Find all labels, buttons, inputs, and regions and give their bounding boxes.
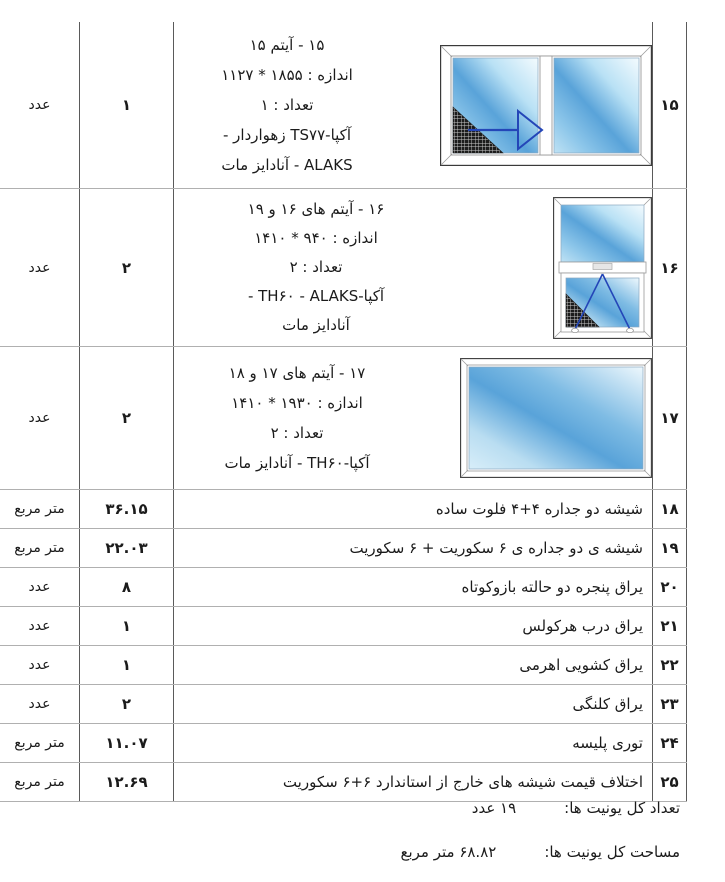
quantity-value: ۲۲.۰۳ [105, 539, 148, 557]
quantity-value: ۱۲.۶۹ [105, 773, 148, 791]
quantity-cell [79, 685, 173, 723]
fixed-window-icon [460, 358, 652, 478]
unit-label: عدد [28, 259, 51, 276]
item-size: اندازه : ۱۸۵۵ * ۱۱۲۷ [221, 66, 353, 84]
table-row-25 [0, 763, 687, 802]
summary-total-area [0, 843, 680, 869]
sliding-two-pane-window-icon [440, 45, 652, 166]
row-number: ۱۹ [660, 539, 679, 557]
item-count: تعداد : ۱ [260, 96, 314, 114]
row-number: ۱۷ [660, 409, 679, 427]
quantity-cell [79, 22, 173, 188]
row-number: ۱۵ [660, 96, 679, 114]
description-cell [173, 568, 652, 606]
item-count: تعداد : ۲ [270, 424, 324, 442]
item-count: تعداد : ۲ [289, 258, 343, 276]
item-profile: آکپا-TH۶۰ - آنادایز مات [224, 454, 370, 472]
quantity-value: ۱ [121, 656, 132, 674]
row-number-cell [652, 529, 687, 567]
quantity-cell [79, 724, 173, 762]
row-description: اختلاف قیمت شیشه های خارج از استاندارد ۶+۶ سکوریت [282, 773, 643, 791]
description-cell [173, 347, 652, 489]
unit-cell [0, 724, 79, 762]
row-number: ۲۰ [660, 578, 679, 596]
unit-label: متر مربع [14, 540, 65, 556]
unit-label: متر مربع [14, 501, 65, 517]
unit-cell [0, 490, 79, 528]
row-number-cell [652, 347, 687, 489]
quantity-cell [79, 490, 173, 528]
unit-cell [0, 646, 79, 684]
quantity-value: ۱۱.۰۷ [105, 734, 148, 752]
table-row-24 [0, 724, 687, 763]
row-description: شیشه دو جداره ۴+۴ فلوت ساده [435, 500, 643, 518]
unit-label: متر مربع [14, 774, 65, 790]
quantity-cell [79, 646, 173, 684]
description-cell [173, 529, 652, 567]
item-spec-text [174, 358, 420, 478]
item-title: ۱۶ - آیتم های ۱۶ و ۱۹ [247, 200, 385, 218]
row-number-cell [652, 685, 687, 723]
quantity-cell [79, 189, 173, 346]
row-description: یراق کشویی اهرمی [519, 656, 643, 674]
unit-cell [0, 607, 79, 645]
quantity-value: ۲ [121, 409, 132, 427]
row-number-cell [652, 568, 687, 606]
row-number: ۱۸ [660, 500, 679, 518]
row-number-cell [652, 763, 687, 801]
quantity-value: ۲ [121, 258, 132, 277]
summary-units-count [0, 799, 680, 825]
row-description: شیشه ی دو جداره ی ۶ سکوریت + ۶ سکوریت [349, 539, 643, 557]
item-title: ۱۷ - آیتم های ۱۷ و ۱۸ [228, 364, 366, 382]
table-row-22 [0, 646, 687, 685]
row-description: یراق درب هرکولس [522, 617, 643, 635]
item-spec-text [174, 30, 400, 180]
unit-cell [0, 22, 79, 188]
row-description: یراق پنجره دو حالته بازوکوتاه [461, 578, 643, 596]
row-number: ۲۵ [660, 773, 679, 791]
unit-label: عدد [28, 618, 51, 634]
table-row-23 [0, 685, 687, 724]
unit-label: عدد [28, 579, 51, 595]
row-number-cell [652, 490, 687, 528]
table-row-15 [0, 22, 687, 189]
unit-cell [0, 529, 79, 567]
row-description: توری پلیسه [572, 734, 643, 752]
description-cell [173, 607, 652, 645]
row-number: ۲۲ [660, 656, 679, 674]
item-finish: آنادایز مات [282, 316, 350, 334]
quantity-cell [79, 529, 173, 567]
row-number: ۲۴ [660, 734, 679, 752]
quantity-cell [79, 347, 173, 489]
quantity-value: ۱ [121, 96, 132, 114]
quantity-cell [79, 568, 173, 606]
quantity-cell [79, 607, 173, 645]
item-profile: آکپا-TH۶۰ - ALAKS - [247, 287, 385, 305]
description-cell [173, 646, 652, 684]
quote-table [0, 22, 687, 802]
table-row-19 [0, 529, 687, 568]
unit-cell [0, 347, 79, 489]
description-cell [173, 763, 652, 801]
unit-label: متر مربع [14, 735, 65, 751]
quantity-value: ۸ [121, 578, 132, 596]
description-cell [173, 22, 652, 188]
quantity-value: ۲ [121, 695, 132, 713]
quantity-value: ۳۶.۱۵ [105, 500, 148, 518]
item-title: ۱۵ - آیتم ۱۵ [249, 36, 325, 54]
row-number: ۲۳ [660, 695, 679, 713]
item-size: اندازه : ۹۴۰ * ۱۴۱۰ [254, 229, 378, 247]
table-row-21 [0, 607, 687, 646]
item-size: اندازه : ۱۹۳۰ * ۱۴۱۰ [231, 394, 363, 412]
row-number-cell [652, 724, 687, 762]
unit-label: عدد [28, 696, 51, 712]
table-row-20 [0, 568, 687, 607]
unit-cell [0, 685, 79, 723]
total-area-label: مساحت کل یونیت ها: [544, 843, 680, 861]
description-cell [173, 490, 652, 528]
total-area-value: ۶۸.۸۲ متر مربع [400, 843, 497, 861]
unit-cell [0, 189, 79, 346]
description-cell [173, 685, 652, 723]
unit-cell [0, 568, 79, 606]
item-spec-text [174, 195, 458, 340]
description-cell [173, 189, 652, 346]
units-count-label: تعداد کل یونیت ها: [564, 799, 680, 817]
item-finish: ALAKS - آنادایز مات [221, 156, 353, 174]
row-number: ۲۱ [660, 617, 679, 635]
description-cell [173, 724, 652, 762]
unit-label: عدد [28, 97, 51, 113]
vertical-hung-window-icon [553, 197, 652, 339]
unit-label: عدد [28, 410, 51, 426]
quantity-cell [79, 763, 173, 801]
unit-cell [0, 763, 79, 801]
row-number-cell [652, 22, 687, 188]
row-number-cell [652, 607, 687, 645]
row-description: یراق کلنگی [572, 695, 643, 713]
row-number-cell [652, 646, 687, 684]
table-row-16 [0, 189, 687, 347]
item-profile: آکپا-TS۷۷ زهواردار - [223, 126, 351, 144]
unit-label: عدد [28, 657, 51, 673]
quantity-value: ۱ [121, 617, 132, 635]
row-number: ۱۶ [660, 258, 679, 277]
units-count-value: ۱۹ عدد [471, 799, 517, 817]
row-number-cell [652, 189, 687, 346]
table-row-17 [0, 347, 687, 490]
summary-block [0, 799, 725, 882]
table-row-18 [0, 490, 687, 529]
